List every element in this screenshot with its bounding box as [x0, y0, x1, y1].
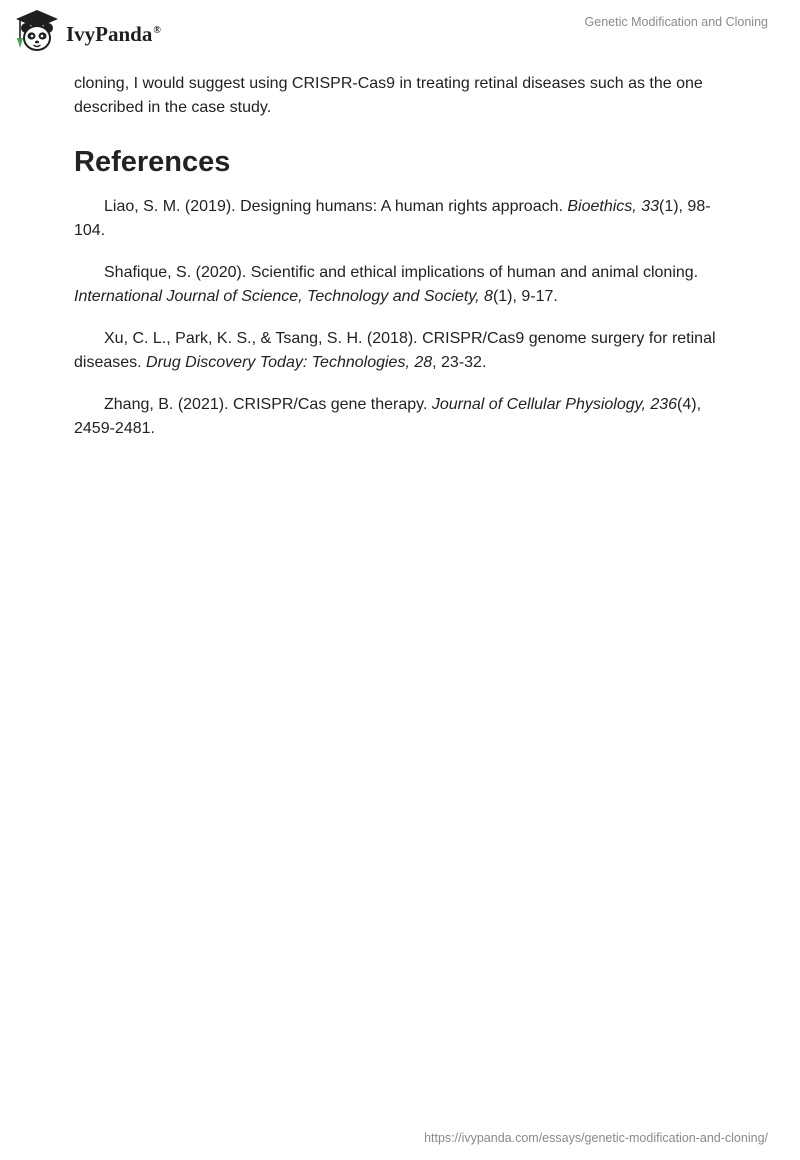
source-url[interactable]: https://ivypanda.com/essays/genetic-modification-and-cloning/ — [424, 1131, 768, 1145]
reference-source: International Journal of Science, Technology and Society, 8 — [74, 288, 493, 305]
reference-details: , 23-32. — [432, 354, 487, 371]
panda-graduate-icon — [14, 8, 60, 54]
reference-source: Journal of Cellular Physiology, 236 — [431, 396, 678, 413]
reference-item — [74, 195, 734, 243]
reference-text: Zhang, B. (2021). CRISPR/Cas gene therapy. — [104, 396, 432, 413]
reference-item — [74, 261, 734, 309]
reference-list — [74, 195, 734, 441]
reference-text: Liao, S. M. (2019). Designing humans: A human rights approach. — [104, 198, 568, 215]
references-heading: References — [74, 146, 231, 178]
reference-text: Shafique, S. (2020). Scientific and ethical implications of human and animal cloning. — [104, 264, 699, 281]
logo-wordmark — [66, 22, 161, 47]
reference-details: (4), 2459-2481. — [74, 396, 702, 437]
ivypanda-logo[interactable] — [14, 8, 161, 54]
logo-name: IvyPanda — [66, 21, 153, 46]
reference-item — [74, 327, 734, 375]
page-content — [74, 72, 734, 441]
intro-paragraph: cloning, I would suggest using CRISPR-Cas9 in treating retinal diseases such as the one described in the case study. — [74, 75, 703, 116]
registered-mark: ® — [153, 24, 161, 36]
reference-text: Xu, C. L., Park, K. S., & Tsang, S. H. (2018). CRISPR/Cas9 genome surgery for retinal diseases. — [74, 330, 716, 371]
reference-source: Bioethics, 33 — [567, 198, 659, 215]
reference-source: Drug Discovery Today: Technologies, 28 — [146, 354, 433, 371]
reference-details: (1), 98-104. — [74, 198, 711, 239]
reference-details: (1), 9-17. — [492, 288, 558, 305]
reference-item — [74, 393, 734, 441]
document-title: Genetic Modification and Cloning — [584, 15, 768, 29]
